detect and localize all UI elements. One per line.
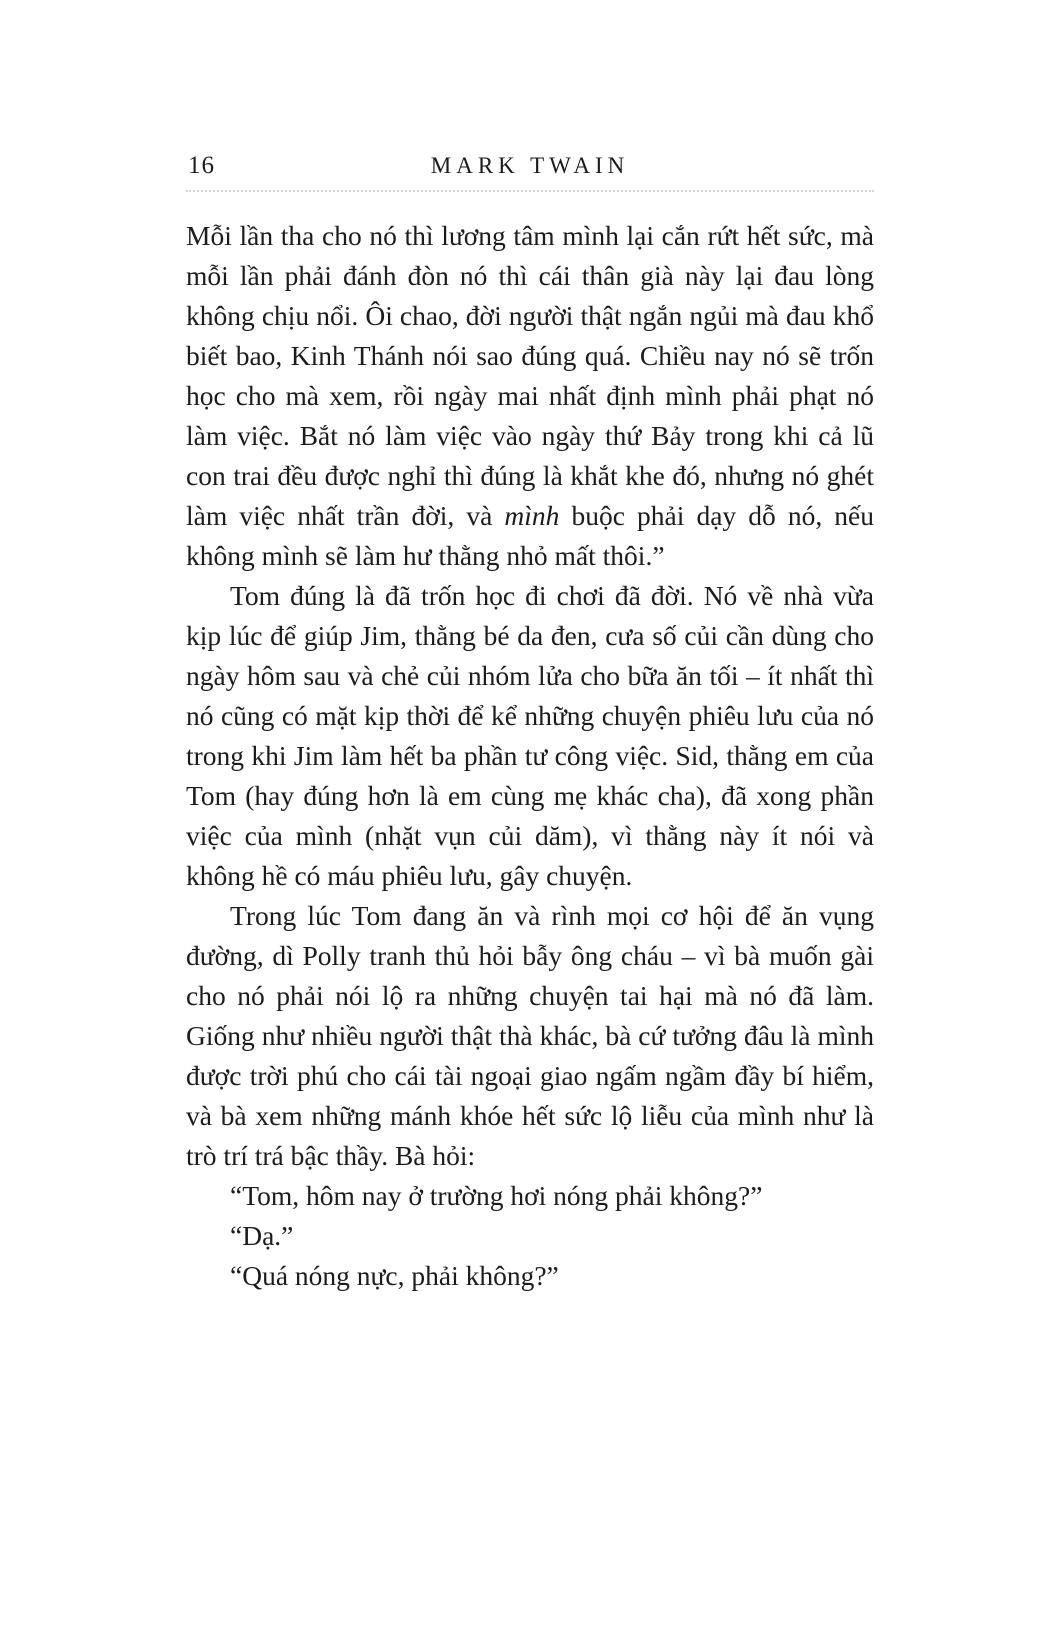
paragraph: Mỗi lần tha cho nó thì lương tâm mình lại cắn rứt hết sức, mà mỗi lần phải đánh đòn nó thì cái thân già này lại đau lòng không chịu nổi. Ôi chao, đời người thật ngắn ngủi mà đau khổ biết bao, Kinh Thánh nói sao đúng quá. Chiều nay nó sẽ trốn học cho mà xem, rồi ngày mai nhất định mình phải phạt nó làm việc. Bắt nó làm việc vào ngày thứ Bảy trong khi cả lũ con trai đều được nghỉ thì đúng là khắt khe đó, nhưng nó ghét làm việc nhất trần đời, và mình buộc phải dạy dỗ nó, nếu không mình sẽ làm hư thằng nhỏ mất thôi.”: [186, 220, 874, 571]
page-header: [186, 150, 874, 184]
paragraph: “Tom, hôm nay ở trường hơi nóng phải không?”: [230, 1180, 763, 1211]
paragraph: Trong lúc Tom đang ăn và rình mọi cơ hội để ăn vụng đường, dì Polly tranh thủ hỏi bẫy ông cháu – vì bà muốn gài cho nó phải nói lộ ra những chuyện tai hại mà nó đã làm. Giống như nhiều người thật thà khác, bà cứ tưởng đâu là mình được trời phú cho cái tài ngoại giao ngấm ngầm đầy bí hiểm, và bà xem những mánh khóe hết sức lộ liễu của mình như là trò trí trá bậc thầy. Bà hỏi:: [186, 900, 874, 1171]
running-title: MARK TWAIN: [430, 153, 630, 178]
italic-text: mình: [504, 500, 560, 531]
page-content: [186, 150, 874, 1296]
page-number: 16: [188, 152, 215, 179]
paragraph: “Quá nóng nực, phải không?”: [230, 1260, 559, 1291]
paragraph: “Dạ.”: [230, 1220, 294, 1251]
body-text: [186, 216, 874, 1296]
header-rule: [186, 190, 874, 192]
paragraph: Tom đúng là đã trốn học đi chơi đã đời. Nó về nhà vừa kịp lúc để giúp Jim, thằng bé da đen, cưa số củi cần dùng cho ngày hôm sau và chẻ củi nhóm lửa cho bữa ăn tối – ít nhất thì nó cũng có mặt kịp thời để kể những chuyện phiêu lưu của nó trong khi Jim làm hết ba phần tư công việc. Sid, thằng em của Tom (hay đúng hơn là em cùng mẹ khác cha), đã xong phần việc của mình (nhặt vụn củi dăm), vì thằng này ít nói và không hề có máu phiêu lưu, gây chuyện.: [186, 580, 874, 891]
